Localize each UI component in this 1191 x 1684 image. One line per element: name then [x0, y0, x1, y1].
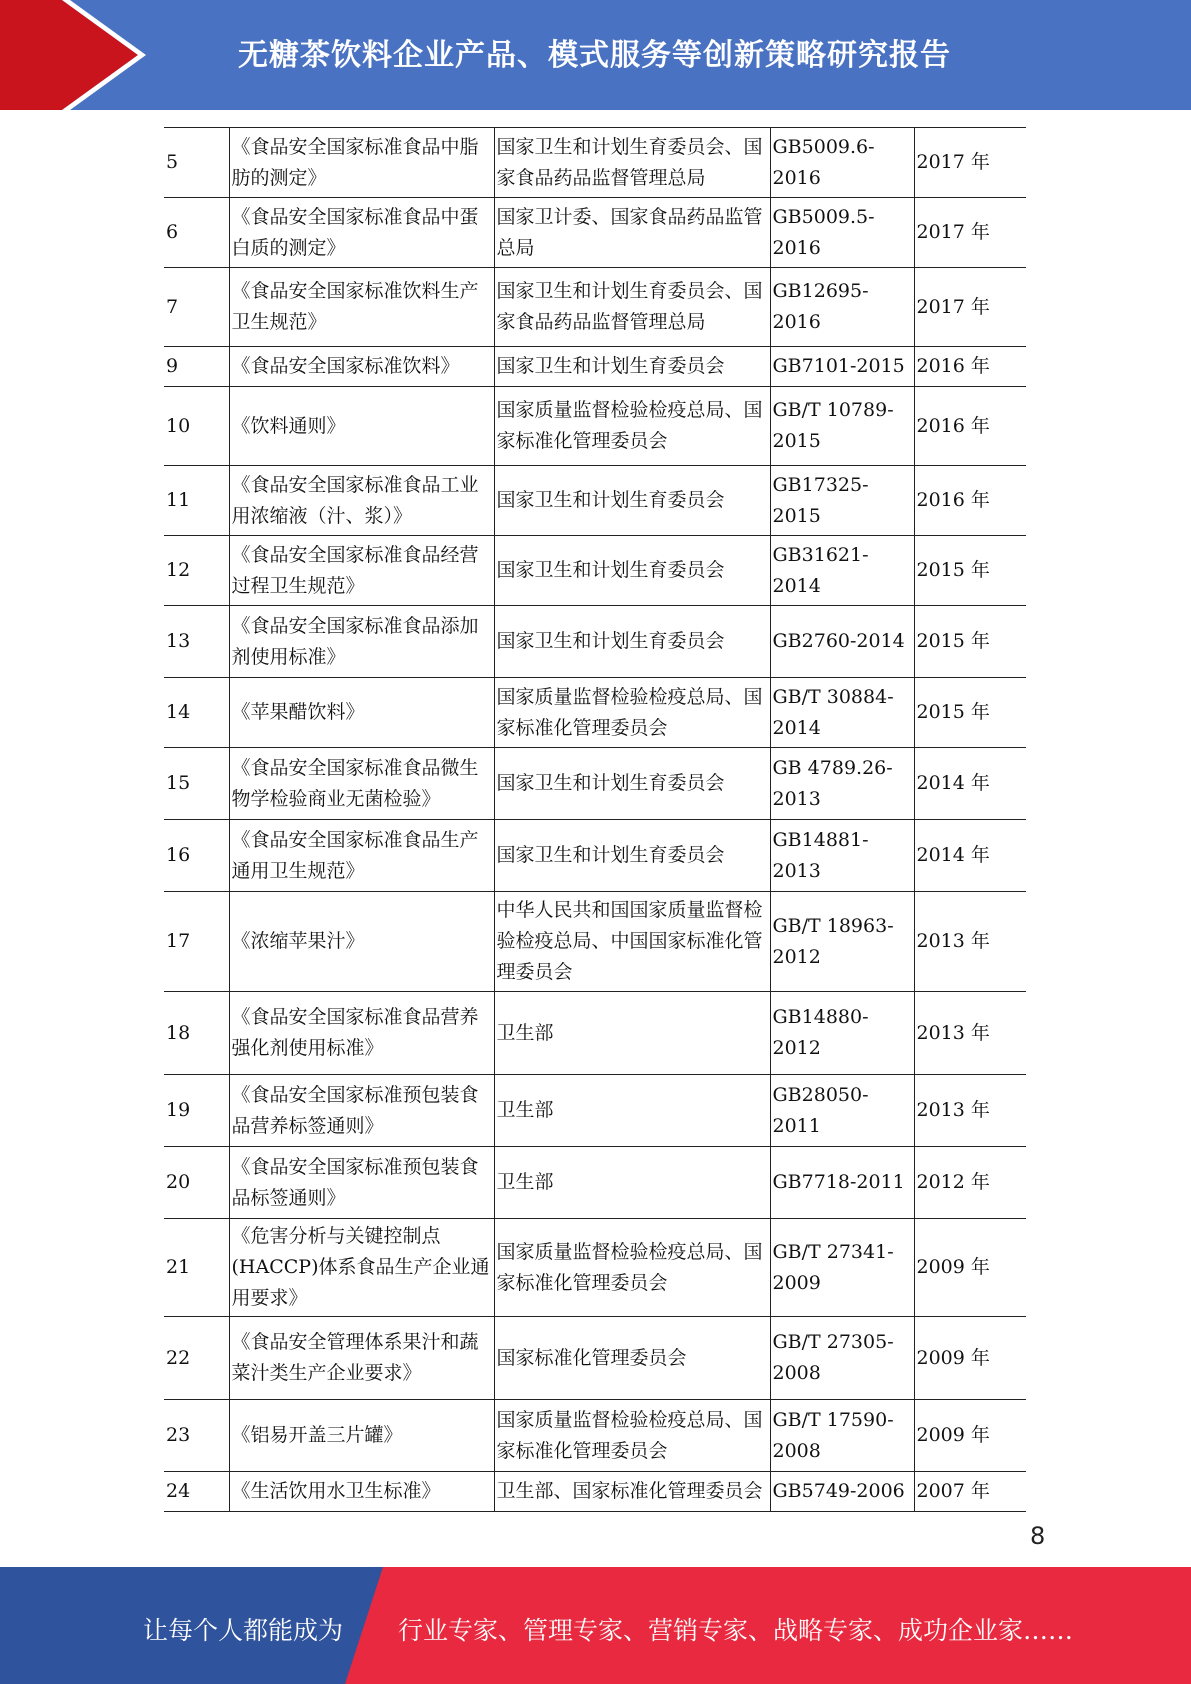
- table-row: [164, 347, 1026, 387]
- page-number: 8: [1030, 1522, 1046, 1550]
- issuing-authority: 国家卫生和计划生育委员会: [494, 347, 770, 387]
- standard-code: GB17325-2015: [770, 466, 914, 536]
- row-number: 17: [164, 892, 229, 992]
- row-number: 15: [164, 748, 229, 820]
- implementation-year: 2016 年: [914, 387, 1026, 466]
- row-number: 24: [164, 1472, 229, 1512]
- row-number: 16: [164, 820, 229, 892]
- implementation-year: 2007 年: [914, 1472, 1026, 1512]
- table-row: [164, 128, 1026, 198]
- standard-name: 《食品安全国家标准食品微生物学检验商业无菌检验》: [229, 748, 494, 820]
- standard-code: GB7101-2015: [770, 347, 914, 387]
- implementation-year: 2015 年: [914, 678, 1026, 748]
- row-number: 13: [164, 606, 229, 678]
- standard-code: GB31621-2014: [770, 536, 914, 606]
- table-row: [164, 1400, 1026, 1472]
- implementation-year: 2012 年: [914, 1147, 1026, 1219]
- issuing-authority: 国家卫生和计划生育委员会: [494, 466, 770, 536]
- standard-name: 《食品安全国家标准预包装食品标签通则》: [229, 1147, 494, 1219]
- implementation-year: 2016 年: [914, 466, 1026, 536]
- row-number: 20: [164, 1147, 229, 1219]
- implementation-year: 2013 年: [914, 892, 1026, 992]
- issuing-authority: 国家卫生和计划生育委员会: [494, 536, 770, 606]
- row-number: 14: [164, 678, 229, 748]
- row-number: 22: [164, 1317, 229, 1400]
- issuing-authority: 国家卫生和计划生育委员会: [494, 606, 770, 678]
- page-header: [0, 0, 1191, 110]
- standard-code: GB/T 30884-2014: [770, 678, 914, 748]
- implementation-year: 2009 年: [914, 1219, 1026, 1317]
- issuing-authority: 中华人民共和国国家质量监督检验检疫总局、中国国家标准化管理委员会: [494, 892, 770, 992]
- implementation-year: 2015 年: [914, 536, 1026, 606]
- standard-name: 《食品安全国家标准饮料》: [229, 347, 494, 387]
- row-number: 21: [164, 1219, 229, 1317]
- standard-name: 《食品安全国家标准食品中蛋白质的测定》: [229, 198, 494, 268]
- standard-name: 《食品安全国家标准预包装食品营养标签通则》: [229, 1075, 494, 1147]
- table-row: [164, 992, 1026, 1075]
- table-row: [164, 820, 1026, 892]
- implementation-year: 2017 年: [914, 198, 1026, 268]
- standards-table: [164, 127, 1026, 1512]
- issuing-authority: 卫生部: [494, 1147, 770, 1219]
- issuing-authority: 国家卫生和计划生育委员会、国家食品药品监督管理总局: [494, 268, 770, 347]
- row-number: 6: [164, 198, 229, 268]
- standard-name: 《食品安全国家标准食品生产通用卫生规范》: [229, 820, 494, 892]
- standard-code: GB14881-2013: [770, 820, 914, 892]
- table-row: [164, 1075, 1026, 1147]
- standard-code: GB2760-2014: [770, 606, 914, 678]
- standard-name: 《苹果醋饮料》: [229, 678, 494, 748]
- standard-code: GB/T 10789-2015: [770, 387, 914, 466]
- issuing-authority: 国家质量监督检验检疫总局、国家标准化管理委员会: [494, 1400, 770, 1472]
- standard-name: 《生活饮用水卫生标准》: [229, 1472, 494, 1512]
- report-title: 无糖茶饮料企业产品、模式服务等创新策略研究报告: [238, 38, 951, 73]
- page-footer: [0, 1567, 1191, 1684]
- table-row: [164, 198, 1026, 268]
- standard-code: GB/T 27341-2009: [770, 1219, 914, 1317]
- row-number: 23: [164, 1400, 229, 1472]
- standard-name: 《铝易开盖三片罐》: [229, 1400, 494, 1472]
- standard-code: GB 4789.26-2013: [770, 748, 914, 820]
- table-row: [164, 1317, 1026, 1400]
- standards-table-wrap: [164, 127, 1026, 1515]
- implementation-year: 2013 年: [914, 992, 1026, 1075]
- implementation-year: 2014 年: [914, 820, 1026, 892]
- row-number: 11: [164, 466, 229, 536]
- standard-name: 《危害分析与关键控制点(HACCP)体系食品生产企业通用要求》: [229, 1219, 494, 1317]
- standard-code: GB5009.6-2016: [770, 128, 914, 198]
- table-row: [164, 1219, 1026, 1317]
- table-row: [164, 892, 1026, 992]
- footer-slogan-right: 行业专家、管理专家、营销专家、战略专家、成功企业家……: [398, 1616, 1074, 1645]
- row-number: 19: [164, 1075, 229, 1147]
- standard-code: GB12695-2016: [770, 268, 914, 347]
- issuing-authority: 国家质量监督检验检疫总局、国家标准化管理委员会: [494, 387, 770, 466]
- implementation-year: 2013 年: [914, 1075, 1026, 1147]
- issuing-authority: 国家卫生和计划生育委员会、国家食品药品监督管理总局: [494, 128, 770, 198]
- standard-name: 《食品安全国家标准食品经营过程卫生规范》: [229, 536, 494, 606]
- implementation-year: 2017 年: [914, 128, 1026, 198]
- standard-code: GB/T 27305-2008: [770, 1317, 914, 1400]
- implementation-year: 2017 年: [914, 268, 1026, 347]
- standard-name: 《食品安全国家标准食品中脂肪的测定》: [229, 128, 494, 198]
- standard-code: GB5009.5-2016: [770, 198, 914, 268]
- row-number: 7: [164, 268, 229, 347]
- standard-name: 《食品安全国家标准食品添加剂使用标准》: [229, 606, 494, 678]
- table-row: [164, 748, 1026, 820]
- standard-name: 《食品安全国家标准饮料生产卫生规范》: [229, 268, 494, 347]
- header-red-chevron: [0, 0, 150, 110]
- row-number: 18: [164, 992, 229, 1075]
- implementation-year: 2014 年: [914, 748, 1026, 820]
- standard-name: 《食品安全国家标准食品营养强化剂使用标准》: [229, 992, 494, 1075]
- implementation-year: 2015 年: [914, 606, 1026, 678]
- standard-code: GB/T 17590-2008: [770, 1400, 914, 1472]
- issuing-authority: 卫生部: [494, 1075, 770, 1147]
- table-row: [164, 1472, 1026, 1512]
- table-row: [164, 536, 1026, 606]
- table-row: [164, 387, 1026, 466]
- standard-name: 《浓缩苹果汁》: [229, 892, 494, 992]
- standard-code: GB7718-2011: [770, 1147, 914, 1219]
- implementation-year: 2009 年: [914, 1317, 1026, 1400]
- standard-code: GB28050-2011: [770, 1075, 914, 1147]
- standard-code: GB14880-2012: [770, 992, 914, 1075]
- row-number: 5: [164, 128, 229, 198]
- table-row: [164, 466, 1026, 536]
- implementation-year: 2016 年: [914, 347, 1026, 387]
- standard-name: 《饮料通则》: [229, 387, 494, 466]
- footer-slogan-left: 让每个人都能成为: [143, 1616, 344, 1645]
- issuing-authority: 卫生部、国家标准化管理委员会: [494, 1472, 770, 1512]
- issuing-authority: 国家卫生和计划生育委员会: [494, 748, 770, 820]
- row-number: 10: [164, 387, 229, 466]
- issuing-authority: 国家卫生和计划生育委员会: [494, 820, 770, 892]
- issuing-authority: 国家卫计委、国家食品药品监管总局: [494, 198, 770, 268]
- issuing-authority: 国家标准化管理委员会: [494, 1317, 770, 1400]
- row-number: 12: [164, 536, 229, 606]
- table-row: [164, 268, 1026, 347]
- standard-name: 《食品安全国家标准食品工业用浓缩液（汁、浆）》: [229, 466, 494, 536]
- issuing-authority: 国家质量监督检验检疫总局、国家标准化管理委员会: [494, 1219, 770, 1317]
- standard-code: GB/T 18963-2012: [770, 892, 914, 992]
- implementation-year: 2009 年: [914, 1400, 1026, 1472]
- standard-name: 《食品安全管理体系果汁和蔬菜汁类生产企业要求》: [229, 1317, 494, 1400]
- row-number: 9: [164, 347, 229, 387]
- table-row: [164, 1147, 1026, 1219]
- issuing-authority: 卫生部: [494, 992, 770, 1075]
- table-row: [164, 678, 1026, 748]
- table-row: [164, 606, 1026, 678]
- issuing-authority: 国家质量监督检验检疫总局、国家标准化管理委员会: [494, 678, 770, 748]
- standard-code: GB5749-2006: [770, 1472, 914, 1512]
